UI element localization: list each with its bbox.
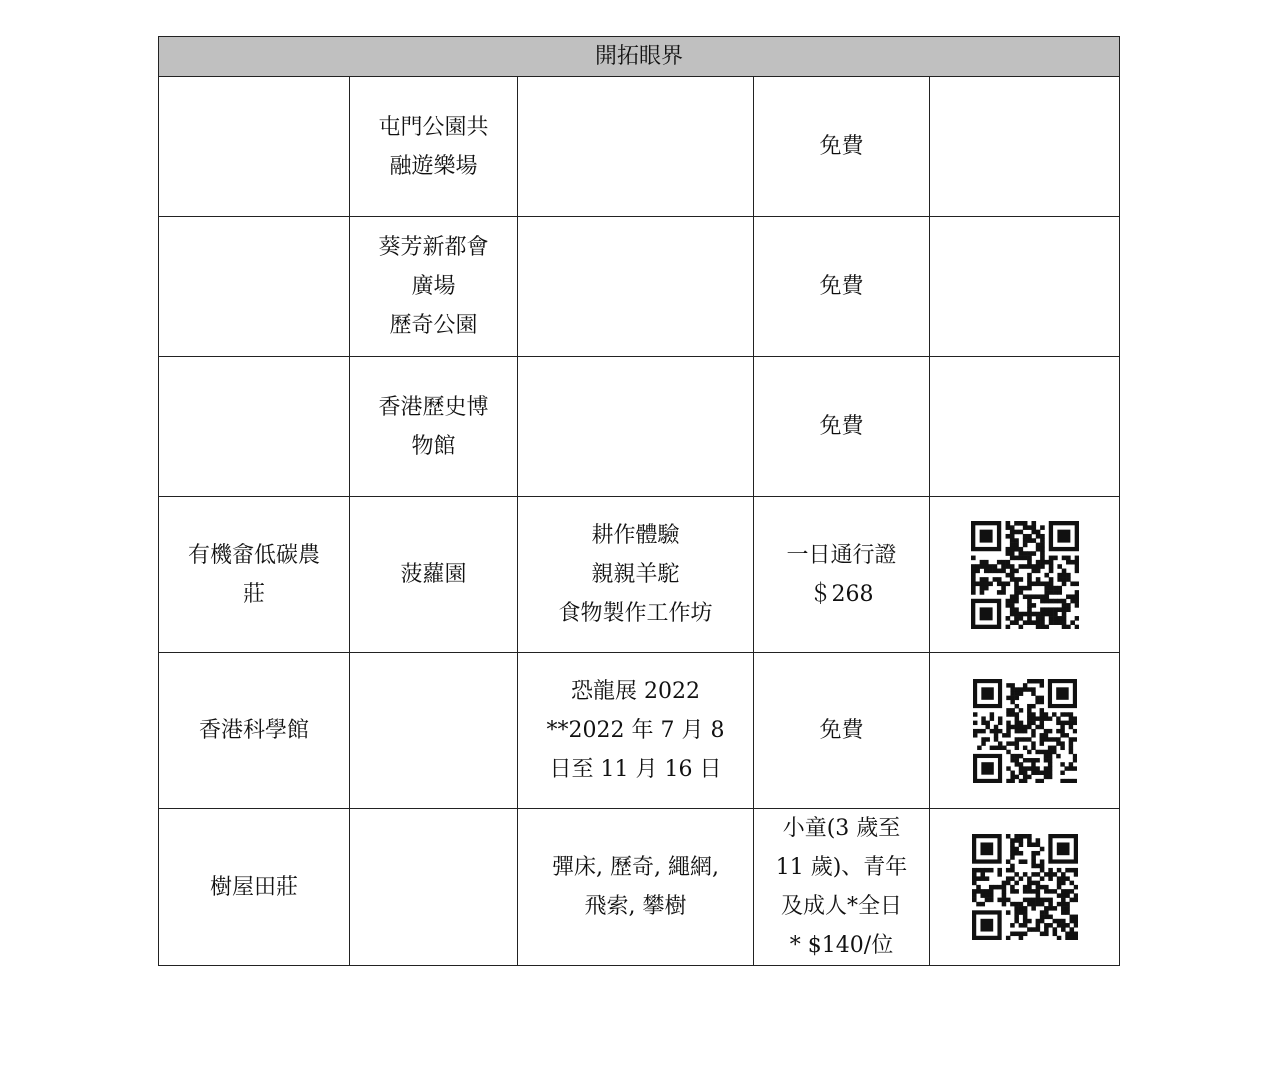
qr-cell — [930, 809, 1120, 966]
qr-code-icon[interactable] — [971, 521, 1079, 629]
venue-text: 葵芳新都會 廣場 歷奇公園 — [378, 235, 489, 338]
venue-text: 屯門公園共 融遊樂場 — [378, 114, 489, 179]
activities-cell — [518, 497, 754, 653]
qr-code-icon[interactable] — [972, 834, 1078, 940]
table-row — [159, 497, 1120, 653]
category-cell — [159, 77, 350, 217]
fee-text: 免費 — [819, 718, 864, 743]
qr-cell — [930, 357, 1120, 497]
category-cell — [159, 809, 350, 966]
table-row — [159, 217, 1120, 357]
fee-text: 小童(3 歲至 11 歲)、青年 及成人*全日 * $140/位 — [775, 816, 908, 958]
table-row — [159, 809, 1120, 966]
venue-cell — [350, 357, 518, 497]
venue-text: 菠蘿園 — [400, 562, 467, 587]
fee-text: 一日通行證 ＄268 — [786, 542, 897, 607]
venue-cell — [350, 497, 518, 653]
category-cell — [159, 653, 350, 809]
activities-table — [158, 36, 1120, 966]
activities-text: 恐龍展 2022 **2022 年 7 月 8 日至 11 月 16 日 — [546, 679, 725, 782]
category-cell — [159, 217, 350, 357]
table-row — [159, 653, 1120, 809]
activities-text: 耕作體驗 親親羊駝 食物製作工作坊 — [558, 523, 713, 626]
activities-cell — [518, 653, 754, 809]
fee-cell — [754, 653, 930, 809]
table-header-row — [159, 37, 1120, 77]
table-row — [159, 357, 1120, 497]
fee-text: 免費 — [819, 414, 864, 439]
qr-cell — [930, 497, 1120, 653]
category-cell — [159, 357, 350, 497]
qr-cell — [930, 653, 1120, 809]
qr-code-icon[interactable] — [973, 679, 1077, 783]
fee-text: 免費 — [819, 134, 864, 159]
activities-cell — [518, 77, 754, 217]
table-row — [159, 77, 1120, 217]
venue-cell — [350, 217, 518, 357]
fee-cell — [754, 77, 930, 217]
category-text: 樹屋田莊 — [209, 874, 298, 900]
fee-cell — [754, 217, 930, 357]
activities-cell — [518, 809, 754, 966]
fee-text: 免費 — [819, 274, 864, 299]
activities-cell — [518, 357, 754, 497]
venue-text: 香港歷史博 物館 — [378, 394, 489, 459]
venue-cell — [350, 809, 518, 966]
qr-cell — [930, 77, 1120, 217]
fee-cell — [754, 497, 930, 653]
venue-cell — [350, 653, 518, 809]
section-title: 開拓眼界 — [159, 37, 1120, 77]
fee-cell — [754, 809, 930, 966]
venue-cell — [350, 77, 518, 217]
fee-cell — [754, 357, 930, 497]
qr-cell — [930, 217, 1120, 357]
category-cell — [159, 497, 350, 653]
category-text: 香港科學館 — [198, 718, 309, 743]
activities-text: 彈床, 歷奇, 繩網, 飛索, 攀樹 — [552, 855, 719, 919]
category-text: 有機畲低碳農 莊 — [187, 542, 320, 607]
activities-cell — [518, 217, 754, 357]
